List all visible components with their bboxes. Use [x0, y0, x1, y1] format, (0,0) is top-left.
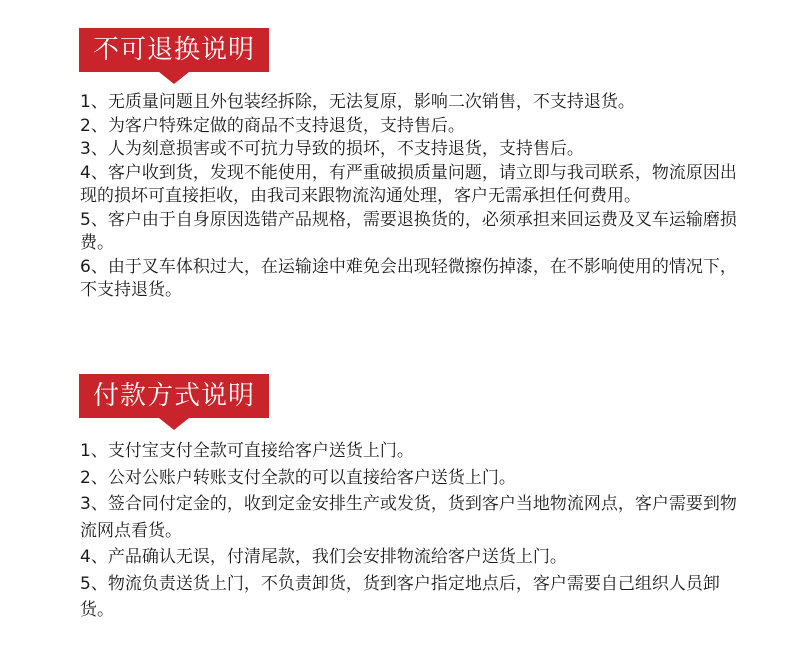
payment-info-item-2: 2、公对公账户转账支付全款的可以直接给客户送货上门。 [80, 467, 516, 488]
return-policy-item-1: 1、无质量问题且外包装经拆除，无法复原，影响二次销售，不支持退货。 [80, 92, 635, 112]
return-policy-item-4: 4、客户收到货，发现不能使用，有严重破损质量问题，请立即与我司联系，物流原因出现的损坏可直接拒收，由我司来跟物流沟通处理，客户无需承担任何费用。 [80, 162, 737, 206]
return-policy-title: 不可退换说明 [93, 35, 256, 65]
payment-info-item-1: 1、支付宝支付全款可直接给客户送货上门。 [80, 441, 414, 461]
title-pointer-arrow [159, 418, 189, 430]
payment-info-title: 付款方式说明 [93, 381, 256, 411]
payment-info-title-tag [79, 374, 269, 418]
payment-info-list [80, 438, 750, 624]
return-policy-item-2: 2、为客户特殊定做的商品不支持退货，支持售后。 [80, 115, 465, 136]
return-policy-item-3: 3、人为刻意损害或不可抗力导致的损坏，不支持退货，支持售后。 [80, 139, 584, 159]
return-policy-item-5: 5、客户由于自身原因选错产品规格，需要退换货的，必须承担来回运费及叉车运输磨损费。 [80, 209, 737, 253]
payment-info-item-5: 5、物流负责送货上门，不负责卸货，货到客户指定地点后，客户需要自己组织人员卸货。 [80, 573, 720, 620]
return-policy-list [80, 91, 750, 303]
return-policy-title-tag [79, 28, 269, 72]
payment-info-item-4: 4、产品确认无误，付清尾款，我们会安排物流给客户送货上门。 [80, 547, 567, 567]
title-pointer-arrow [159, 72, 189, 84]
payment-info-item-3: 3、签合同付定金的，收到定金安排生产或发货，货到客户当地物流网点，客户需要到物流网点看货。 [80, 494, 737, 541]
return-policy-item-6: 6、由于叉车体积过大，在运输途中难免会出现轻微擦伤掉漆，在不影响使用的情况下，不支持退货。 [80, 256, 737, 300]
